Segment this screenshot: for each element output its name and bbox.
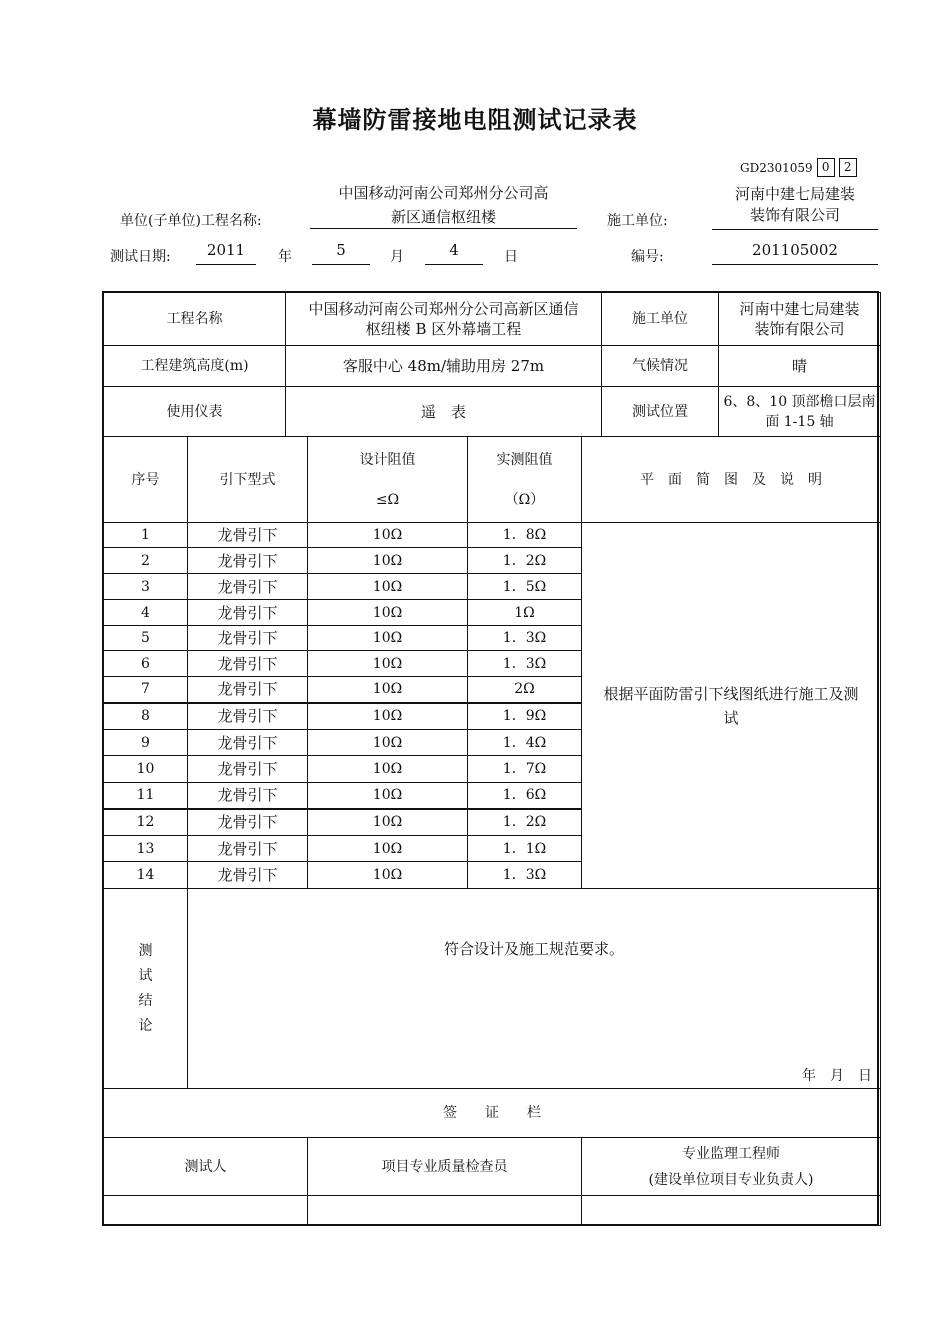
test-position-label: 测试位置	[602, 387, 719, 437]
row-measured-value: 1．3Ω	[468, 651, 582, 677]
row-type: 龙骨引下	[188, 651, 308, 677]
row-design-value: 10Ω	[308, 626, 468, 651]
row-type: 龙骨引下	[188, 836, 308, 862]
conclusion-label-char: 测	[138, 942, 153, 959]
col-header-measured-line1: 实测阻值	[496, 451, 553, 468]
row-no: 8	[104, 703, 188, 730]
row-no: 7	[104, 677, 188, 703]
contractor-header-label: 施工单位:	[607, 213, 668, 229]
unit-name-line1: 中国移动河南公司郑州分公司高	[338, 184, 549, 202]
building-height-label: 工程建筑高度(m)	[104, 346, 286, 387]
table-row	[104, 523, 881, 548]
tester-signature	[104, 1196, 308, 1226]
year-unit: 年	[278, 249, 292, 265]
page-title: 幕墙防雷接地电阻测试记录表	[312, 105, 638, 134]
row-no: 2	[104, 548, 188, 574]
contractor-label: 施工单位	[602, 293, 719, 346]
number-label: 编号:	[631, 249, 664, 265]
project-name-line2: 枢纽楼 B 区外幕墙工程	[365, 320, 522, 338]
test-date-month: 5	[312, 240, 370, 265]
test-position-value	[719, 387, 881, 437]
row-no: 6	[104, 651, 188, 677]
row-design-value: 10Ω	[308, 756, 468, 783]
row-no: 12	[104, 809, 188, 836]
row-type: 龙骨引下	[188, 677, 308, 703]
conclusion-label	[104, 889, 188, 1089]
document-code-box-2: 2	[839, 158, 857, 177]
tester-label: 测试人	[104, 1138, 308, 1196]
contractor-value	[719, 293, 881, 346]
col-header-design-line1: 设计阻值	[359, 451, 416, 468]
col-header-no: 序号	[104, 437, 188, 523]
instrument-value: 遥 表	[286, 387, 602, 437]
test-date-year: 2011	[196, 240, 256, 265]
conclusion-cell	[188, 889, 881, 1089]
row-design-value: 10Ω	[308, 548, 468, 574]
conclusion-text: 符合设计及施工规范要求。	[444, 940, 625, 958]
row-design-value: 10Ω	[308, 574, 468, 600]
row-no: 10	[104, 756, 188, 783]
quality-inspector-label: 项目专业质量检查员	[308, 1138, 582, 1196]
row-type: 龙骨引下	[188, 574, 308, 600]
project-name-value	[286, 293, 602, 346]
day-unit: 日	[504, 249, 518, 265]
unit-name-line2: 新区通信枢纽楼	[310, 206, 577, 229]
test-date-day: 4	[425, 240, 483, 265]
weather-label: 气候情况	[602, 346, 719, 387]
col-header-design-line2: ≤Ω	[375, 491, 400, 508]
conclusion-label-char: 结	[138, 992, 153, 1009]
quality-inspector-signature	[308, 1196, 582, 1226]
row-design-value: 10Ω	[308, 862, 468, 889]
document-code-box-1: 0	[817, 158, 835, 177]
contractor-header-line1: 河南中建七局建装	[734, 185, 855, 203]
row-measured-value: 1Ω	[468, 600, 582, 626]
row-type: 龙骨引下	[188, 809, 308, 836]
row-measured-value: 1．8Ω	[468, 523, 582, 548]
project-name-line1: 中国移动河南公司郑州分公司高新区通信	[308, 300, 579, 318]
row-no: 11	[104, 783, 188, 809]
contractor-line2: 装饰有限公司	[754, 320, 845, 338]
diagram-note	[582, 523, 881, 889]
row-no: 3	[104, 574, 188, 600]
row-measured-value: 1．1Ω	[468, 836, 582, 862]
test-position-line2: 面 1-15 轴	[765, 413, 834, 430]
row-measured-value: 1．9Ω	[468, 703, 582, 730]
col-header-measured-line2: （Ω）	[504, 491, 545, 508]
row-design-value: 10Ω	[308, 836, 468, 862]
row-design-value: 10Ω	[308, 730, 468, 756]
row-no: 1	[104, 523, 188, 548]
row-design-value: 10Ω	[308, 677, 468, 703]
month-unit: 月	[390, 249, 404, 265]
project-name-label: 工程名称	[104, 293, 286, 346]
test-date-label: 测试日期:	[110, 249, 171, 265]
conclusion-label-char: 试	[138, 967, 153, 984]
col-header-diagram: 平 面 简 图 及 说 明	[582, 437, 881, 523]
record-number: 201105002	[712, 240, 878, 265]
diagram-note-line2: 试	[723, 708, 739, 727]
row-measured-value: 1．5Ω	[468, 574, 582, 600]
row-design-value: 10Ω	[308, 783, 468, 809]
building-height-value: 客服中心 48m/辅助用房 27m	[286, 346, 602, 387]
row-design-value: 10Ω	[308, 600, 468, 626]
record-table	[103, 292, 881, 1226]
unit-label: 单位(子单位)工程名称:	[120, 213, 262, 229]
row-no: 13	[104, 836, 188, 862]
conclusion-label-char: 论	[138, 1017, 153, 1034]
row-type: 龙骨引下	[188, 548, 308, 574]
row-type: 龙骨引下	[188, 730, 308, 756]
supervisor-label	[582, 1138, 881, 1196]
document-code-prefix: GD2301059	[740, 160, 813, 175]
row-no: 14	[104, 862, 188, 889]
col-header-type: 引下型式	[188, 437, 308, 523]
row-measured-value: 1．3Ω	[468, 626, 582, 651]
row-measured-value: 1．3Ω	[468, 862, 582, 889]
row-measured-value: 1．4Ω	[468, 730, 582, 756]
row-measured-value: 1．6Ω	[468, 783, 582, 809]
row-design-value: 10Ω	[308, 703, 468, 730]
test-position-line1: 6、8、10 顶部檐口层南	[723, 393, 876, 410]
row-type: 龙骨引下	[188, 862, 308, 889]
row-no: 5	[104, 626, 188, 651]
weather-value: 晴	[719, 346, 881, 387]
row-type: 龙骨引下	[188, 626, 308, 651]
contractor-header-line2: 装饰有限公司	[712, 205, 878, 230]
col-header-measured	[468, 437, 582, 523]
instrument-label: 使用仪表	[104, 387, 286, 437]
sign-title: 签 证 栏	[104, 1089, 881, 1138]
supervisor-signature	[582, 1196, 881, 1226]
row-design-value: 10Ω	[308, 809, 468, 836]
row-measured-value: 1．2Ω	[468, 809, 582, 836]
row-type: 龙骨引下	[188, 600, 308, 626]
row-measured-value: 1．7Ω	[468, 756, 582, 783]
row-measured-value: 2Ω	[468, 677, 582, 703]
col-header-design	[308, 437, 468, 523]
row-measured-value: 1．2Ω	[468, 548, 582, 574]
row-design-value: 10Ω	[308, 523, 468, 548]
row-type: 龙骨引下	[188, 756, 308, 783]
row-no: 9	[104, 730, 188, 756]
contractor-line1: 河南中建七局建装	[739, 300, 860, 318]
supervisor-line2: (建设单位项目专业负责人)	[648, 1171, 814, 1188]
row-design-value: 10Ω	[308, 651, 468, 677]
document-code	[740, 158, 857, 177]
diagram-note-line1: 根据平面防雷引下线图纸进行施工及测	[603, 684, 859, 703]
conclusion-date: 年 月 日	[802, 1068, 873, 1084]
row-no: 4	[104, 600, 188, 626]
row-type: 龙骨引下	[188, 703, 308, 730]
row-type: 龙骨引下	[188, 523, 308, 548]
supervisor-line1: 专业监理工程师	[682, 1145, 780, 1162]
row-type: 龙骨引下	[188, 783, 308, 809]
